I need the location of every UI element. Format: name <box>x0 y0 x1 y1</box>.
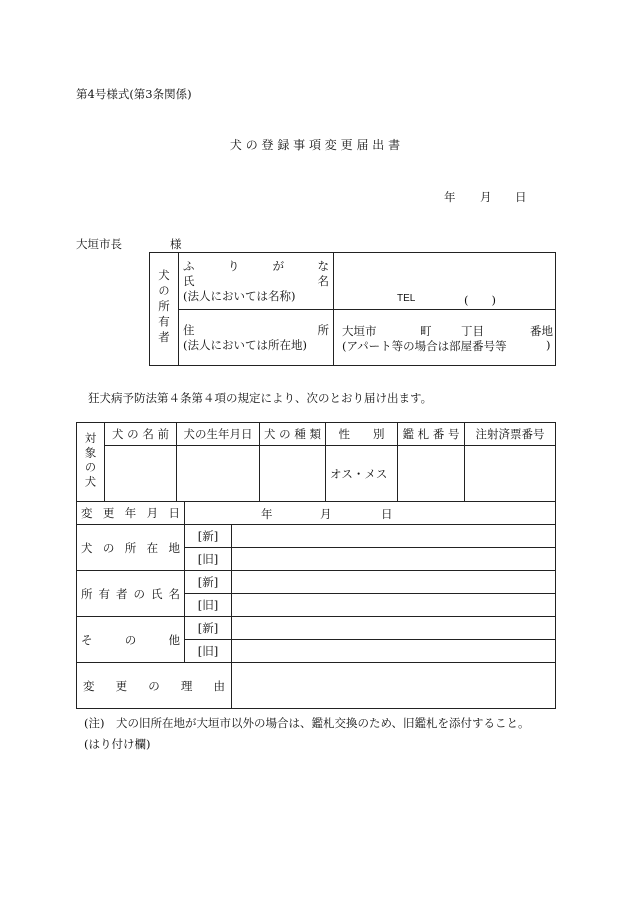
city-label: 大垣市 <box>342 324 377 338</box>
dog-location-new-input[interactable] <box>232 525 556 548</box>
apartment-note: (アパート等の場合は部屋番号等 <box>342 339 507 353</box>
addressee-honorific: 様 <box>170 237 182 251</box>
change-date-input[interactable] <box>185 502 556 525</box>
change-label-cell-0 <box>77 525 185 571</box>
dog-name-input[interactable] <box>105 446 177 502</box>
addressee-name: 大垣市長 <box>76 237 122 251</box>
change-label-owner-name-char: の <box>133 586 145 601</box>
address-label-char: 住 <box>183 322 195 337</box>
dog-side-label: 対象の犬 <box>83 431 98 490</box>
owner-label: 犬の所有者 <box>157 268 171 347</box>
furigana-label-char: が <box>272 258 285 273</box>
change-date-year: 年 <box>261 507 273 521</box>
reason-input[interactable] <box>232 663 556 709</box>
change-label-cell-1 <box>77 571 185 617</box>
other-old-input[interactable] <box>232 640 556 663</box>
furigana-label <box>183 259 329 274</box>
form-number: 第4号様式(第3条関係) <box>76 87 192 101</box>
change-label-owner-name-char: 者 <box>116 586 128 601</box>
dog-header-injection: 注射済票番号 <box>465 423 556 446</box>
change-label-other-char: そ <box>81 632 93 647</box>
change-label-dog-location-char: 在 <box>146 540 159 555</box>
attach-area-label: (はり付け欄) <box>84 737 151 751</box>
name-label-char: 氏 <box>183 273 195 288</box>
change-label-owner-name-char: 名 <box>168 586 180 601</box>
address-label <box>183 323 329 338</box>
change-date-label-char: 更 <box>102 506 115 520</box>
dog-injection-input[interactable] <box>465 446 556 502</box>
reason-label-char: 理 <box>180 678 193 693</box>
tel-label: TEL <box>397 293 416 304</box>
change-date-month: 月 <box>320 507 332 521</box>
change-label-dog-location-char: の <box>102 540 115 555</box>
note: (注) 犬の旧所在地が大垣市以外の場合は、鑑札交換のため、旧鑑札を添付すること。 <box>84 716 530 730</box>
dog-side-label-cell <box>77 423 105 502</box>
owner-name-new-tag: [新] <box>185 571 232 594</box>
change-table <box>76 501 556 709</box>
name-label-char: 名 <box>317 273 329 288</box>
address-label-char: 所 <box>317 322 329 337</box>
change-label-dog-location-char: 犬 <box>81 540 93 555</box>
reason-label-char: 由 <box>213 678 225 693</box>
owner-name-new-input[interactable] <box>232 571 556 594</box>
name-label <box>183 274 329 289</box>
apartment-close: ) <box>546 338 551 352</box>
dog-header-breed: 犬 の 種 類 <box>260 423 326 446</box>
statement: 狂犬病予防法第４条第４項の規定により、次のとおり届け出ます。 <box>88 391 433 405</box>
other-old-tag: [旧] <box>185 640 232 663</box>
change-label-other-char: の <box>124 632 137 647</box>
dog-breed-input[interactable] <box>260 446 326 502</box>
dog-location-old-tag: [旧] <box>185 548 232 571</box>
address-note: (法人においては所在地) <box>183 337 307 352</box>
owner-name-old-tag: [旧] <box>185 594 232 617</box>
change-label-owner-name-char: 有 <box>98 586 110 601</box>
dog-header-sex: 性 別 <box>326 423 398 446</box>
date-month: 月 <box>480 190 492 204</box>
change-label-other-char: 他 <box>168 632 180 647</box>
change-date-label-char: 年 <box>124 506 137 520</box>
owner-address-input[interactable] <box>334 310 556 366</box>
furigana-label-char: な <box>317 258 329 273</box>
chome-label: 丁目 <box>461 324 484 338</box>
dog-location-new-tag: [新] <box>185 525 232 548</box>
change-label-owner-name <box>81 586 180 602</box>
change-label-cell-2 <box>77 617 185 663</box>
owner-table <box>149 252 556 366</box>
change-label-dog-location-char: 所 <box>124 540 137 555</box>
dog-header-license: 鑑 札 番 号 <box>398 423 465 446</box>
change-label-dog-location-char: 地 <box>168 540 180 555</box>
change-date-label-char: 変 <box>81 506 93 520</box>
change-date-label-char: 日 <box>168 506 180 520</box>
change-date-label <box>81 505 180 521</box>
dog-location-old-input[interactable] <box>232 548 556 571</box>
dog-sex-input[interactable]: オス・メス <box>326 446 398 502</box>
dog-header-birthdate: 犬の生年月日 <box>177 423 260 446</box>
owner-name-label-cell <box>179 253 334 310</box>
tel-paren: ( ) <box>464 293 496 307</box>
owner-name-input[interactable] <box>334 253 556 310</box>
furigana-label-char: ふ <box>183 258 195 273</box>
dog-table <box>76 422 556 502</box>
reason-label-char: 更 <box>115 678 128 693</box>
reason-label-char: の <box>148 678 160 693</box>
change-date-day: 日 <box>381 507 393 521</box>
dog-header-name: 犬 の 名 前 <box>105 423 177 446</box>
other-new-input[interactable] <box>232 617 556 640</box>
change-label-dog-location <box>81 540 180 556</box>
dog-license-input[interactable] <box>398 446 465 502</box>
dog-birthdate-input[interactable] <box>177 446 260 502</box>
owner-name-old-input[interactable] <box>232 594 556 617</box>
name-note: (法人においては名称) <box>183 288 296 303</box>
owner-label-cell <box>150 253 179 366</box>
change-label-owner-name-char: 氏 <box>151 586 163 601</box>
banchi-label: 番地 <box>530 324 553 338</box>
document-title: 犬 の 登 録 事 項 変 更 届 出 書 <box>229 138 401 152</box>
change-date-label-char: 月 <box>146 506 159 520</box>
owner-address-label-cell <box>179 310 334 366</box>
change-label-owner-name-char: 所 <box>81 586 93 601</box>
reason-label-char: 変 <box>83 678 95 693</box>
date-day: 日 <box>515 190 527 204</box>
change-date-label-cell <box>77 502 185 525</box>
furigana-label-char: り <box>227 258 240 273</box>
machi-label: 町 <box>420 324 432 338</box>
date-year: 年 <box>444 190 456 204</box>
other-new-tag: [新] <box>185 617 232 640</box>
reason-label-cell <box>77 663 232 709</box>
reason-label <box>83 678 225 694</box>
change-label-other <box>81 632 180 648</box>
